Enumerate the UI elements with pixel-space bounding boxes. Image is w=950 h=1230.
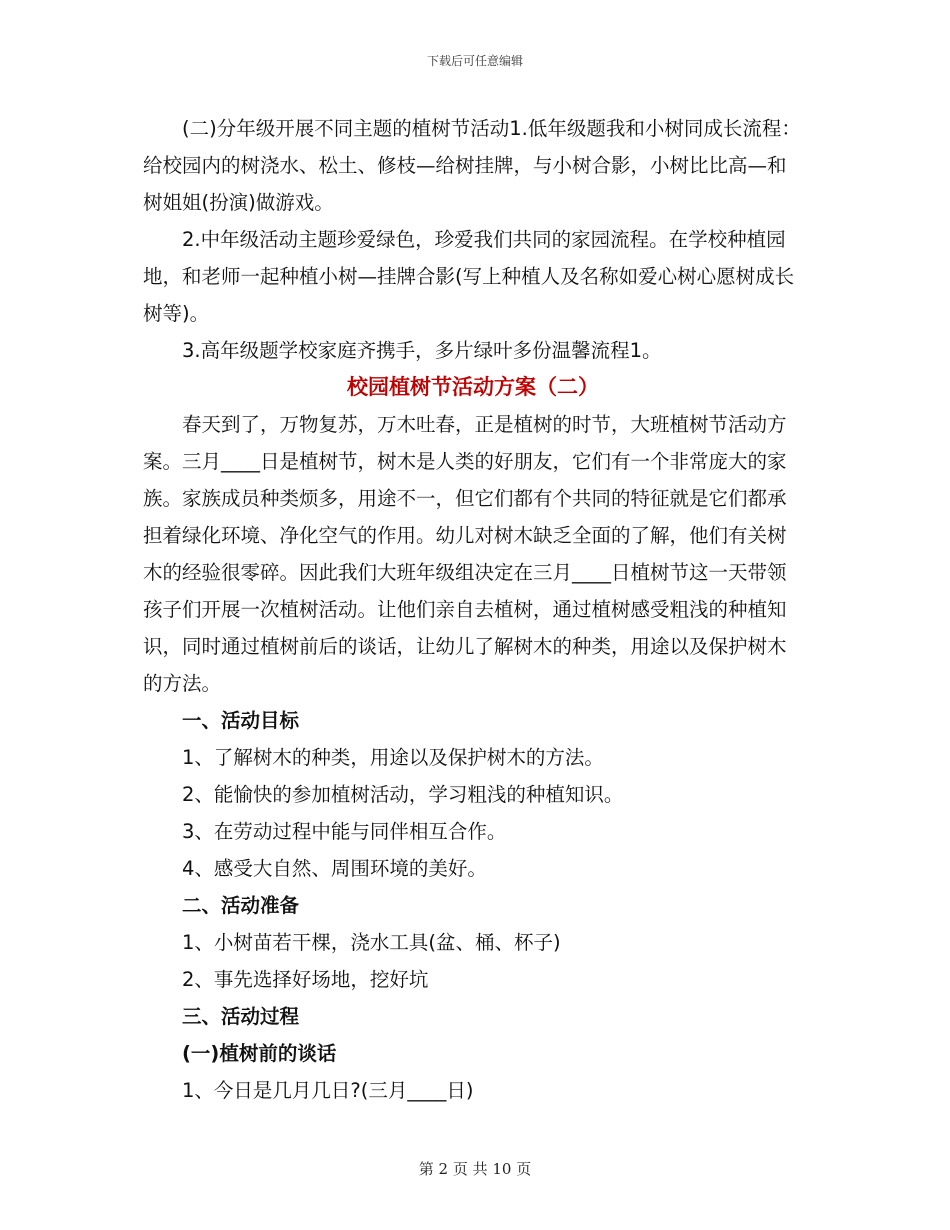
document-body [143,110,803,1109]
preparation-heading: 二、活动准备 [182,894,300,917]
preparation-item: 2、事先选择好场地，挖好坑 [182,968,429,991]
page-number: 第 2 页 共 10 页 [418,1160,532,1178]
goal-item: 3、在劳动过程中能与同伴相互合作。 [182,820,507,843]
process-subheading: (一)植树前的谈话 [182,1042,337,1065]
intro-paragraph: 春天到了，万物复苏，万木吐春，正是植树的时节，大班植树节活动方案。三月____日是植树节，树木是人类的好朋友，它们有一个非常庞大的家族。家族成员种类烦多，用途不一，但它们都有个共同的特征就是它们都承担着绿化环境、净化空气的作用。幼儿对树木缺乏全面的了解，他们有关树木的经验很零碎。因此我们大班年级组决定在三月____日植树节这一天带领孩子们开展一次植树活动。让他们亲自去植树，通过植树感受粗浅的种植知识，同时通过植树前后的谈话，让幼儿了解树木的种类，用途以及保护树木的方法。 [143,413,787,695]
goal-item: 1、了解树木的种类，用途以及保护树木的方法。 [182,746,604,769]
goal-item: 2、能愉快的参加植树活动，学习粗浅的种植知识。 [182,783,624,806]
goals-heading: 一、活动目标 [182,709,300,732]
goal-item: 4、感受大自然、周围环境的美好。 [182,857,487,880]
process-item: 1、今日是几月几日?(三月____日) [182,1079,474,1102]
paragraph-middle-grade: 2.中年级活动主题珍爱绿色，珍爱我们共同的家园流程。在学校种植园地，和老师一起种植小树—挂牌合影(写上种植人及名称如爱心树心愿树成长树等)。 [143,228,795,325]
paragraph-lower-grade: (二)分年级开展不同主题的植树节活动1.低年级题我和小树同成长流程：给校园内的树浇水、松土、修枝—给树挂牌，与小树合影，小树比比高—和树姐姐(扮演)做游戏。 [143,117,801,214]
paragraph-upper-grade: 3.高年级题学校家庭齐携手，多片绿叶多份温馨流程1。 [182,339,662,362]
page-header-note: 下载后可任意编辑 [426,54,523,68]
process-heading: 三、活动过程 [182,1005,300,1028]
preparation-item: 1、小树苗若干棵，浇水工具(盆、桶、杯子) [182,931,561,954]
document-title: 校园植树节活动方案（二） [347,375,599,399]
